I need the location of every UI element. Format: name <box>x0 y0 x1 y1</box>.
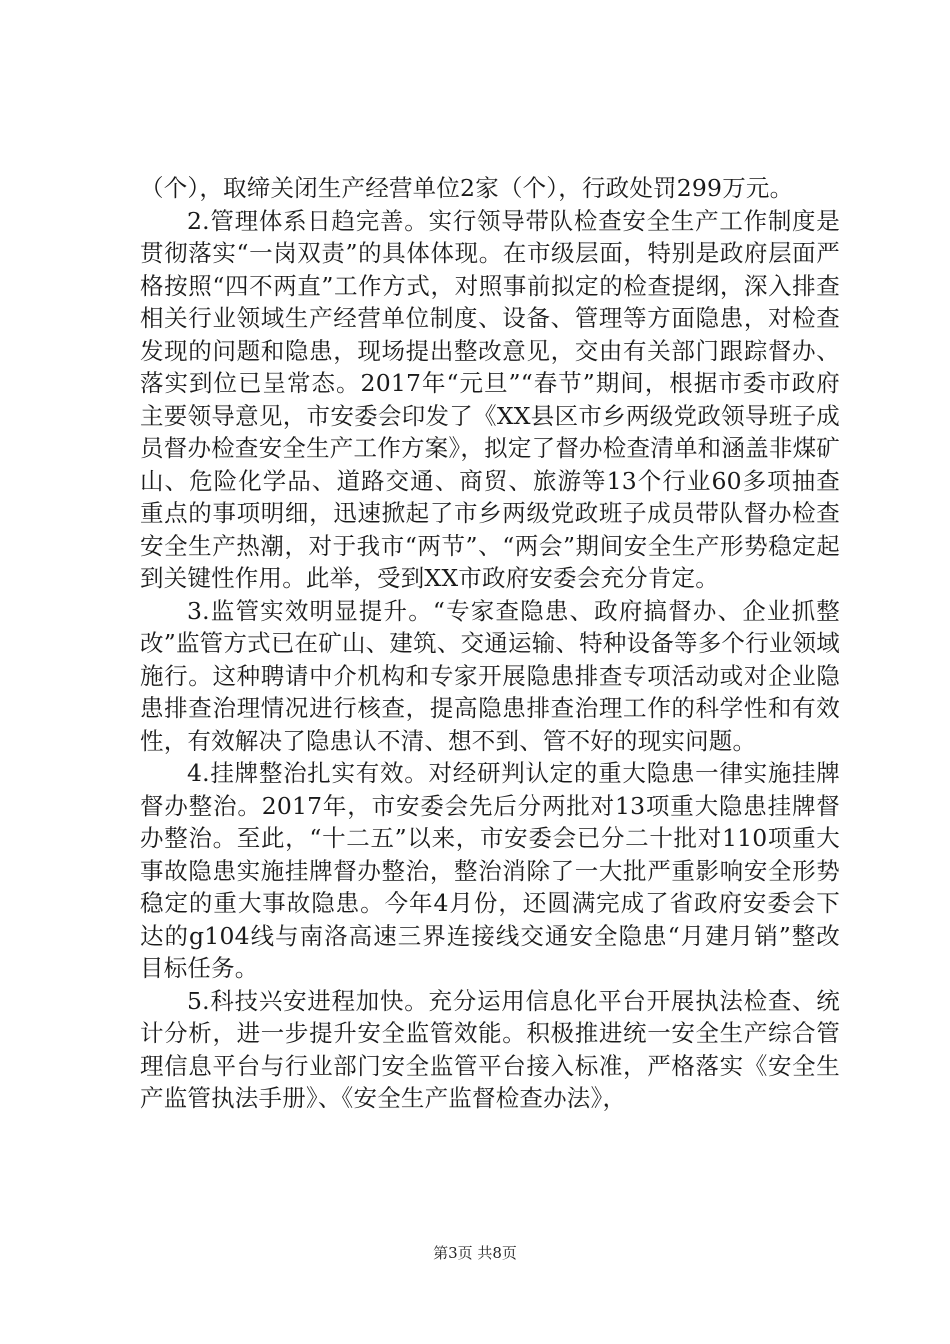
paragraph-technology-safety: 5.科技兴安进程加快。充分运用信息化平台开展执法检查、统计分析，进一步提升安全监管效能。积极推进统一安全生产综合管理信息平台与行业部门安全监管平台接入标准，严格落实《安全生产监管执法手册》、《安全生产监督检查办法》， <box>140 986 840 1112</box>
paragraph-listed-rectification: 4.挂牌整治扎实有效。对经研判认定的重大隐患一律实施挂牌督办整治。2017年，市安委会先后分两批对13项重大隐患挂牌督办整治。至此，“十二五”以来，市安委会已分二十批对110项重大事故隐患实施挂牌督办整治，整治消除了一大批严重影响安全形势稳定的重大事故隐患。今年4月份，还圆满完成了省政府安委会下达的g104线与南洛高速三界连接线交通安全隐患“月建月销”整改目标任务。 <box>140 759 840 982</box>
document-body <box>140 172 840 1115</box>
page-number-footer: 第3页 共8页 <box>433 1244 517 1262</box>
paragraph-continuation: （个），取缔关闭生产经营单位2家（个），行政处罚299万元。 <box>140 174 794 202</box>
paragraph-supervision-effect: 3.监管实效明显提升。“专家查隐患、政府搞督办、企业抓整改”监管方式已在矿山、建筑、交通运输、特种设备等多个行业领域施行。这种聘请中介机构和专家开展隐患排查专项活动或对企业隐患排查治理情况进行核查，提高隐患排查治理工作的科学性和有效性，有效解决了隐患认不清、想不到、管不好的现实问题。 <box>140 596 840 755</box>
paragraph-management-system: 2.管理体系日趋完善。实行领导带队检查安全生产工作制度是贯彻落实“一岗双责”的具体体现。在市级层面，特别是政府层面严格按照“四不两直”工作方式，对照事前拟定的检查提纲，深入排查相关行业领域生产经营单位制度、设备、管理等方面隐患，对检查发现的问题和隐患，现场提出整改意见，交由有关部门跟踪督办、落实到位已呈常态。2017年“元旦”“春节”期间，根据市委市政府主要领导意见，市安委会印发了《XX县区市乡两级党政领导班子成员督办检查安全生产工作方案》，拟定了督办检查清单和涵盖非煤矿山、危险化学品、道路交通、商贸、旅游等13个行业60多项抽查重点的事项明细，迅速掀起了市乡两级党政班子成员带队督办检查安全生产热潮，对于我市“两节”、“两会”期间安全生产形势稳定起到关键性作用。此举，受到XX市政府安委会充分肯定。 <box>140 206 840 592</box>
